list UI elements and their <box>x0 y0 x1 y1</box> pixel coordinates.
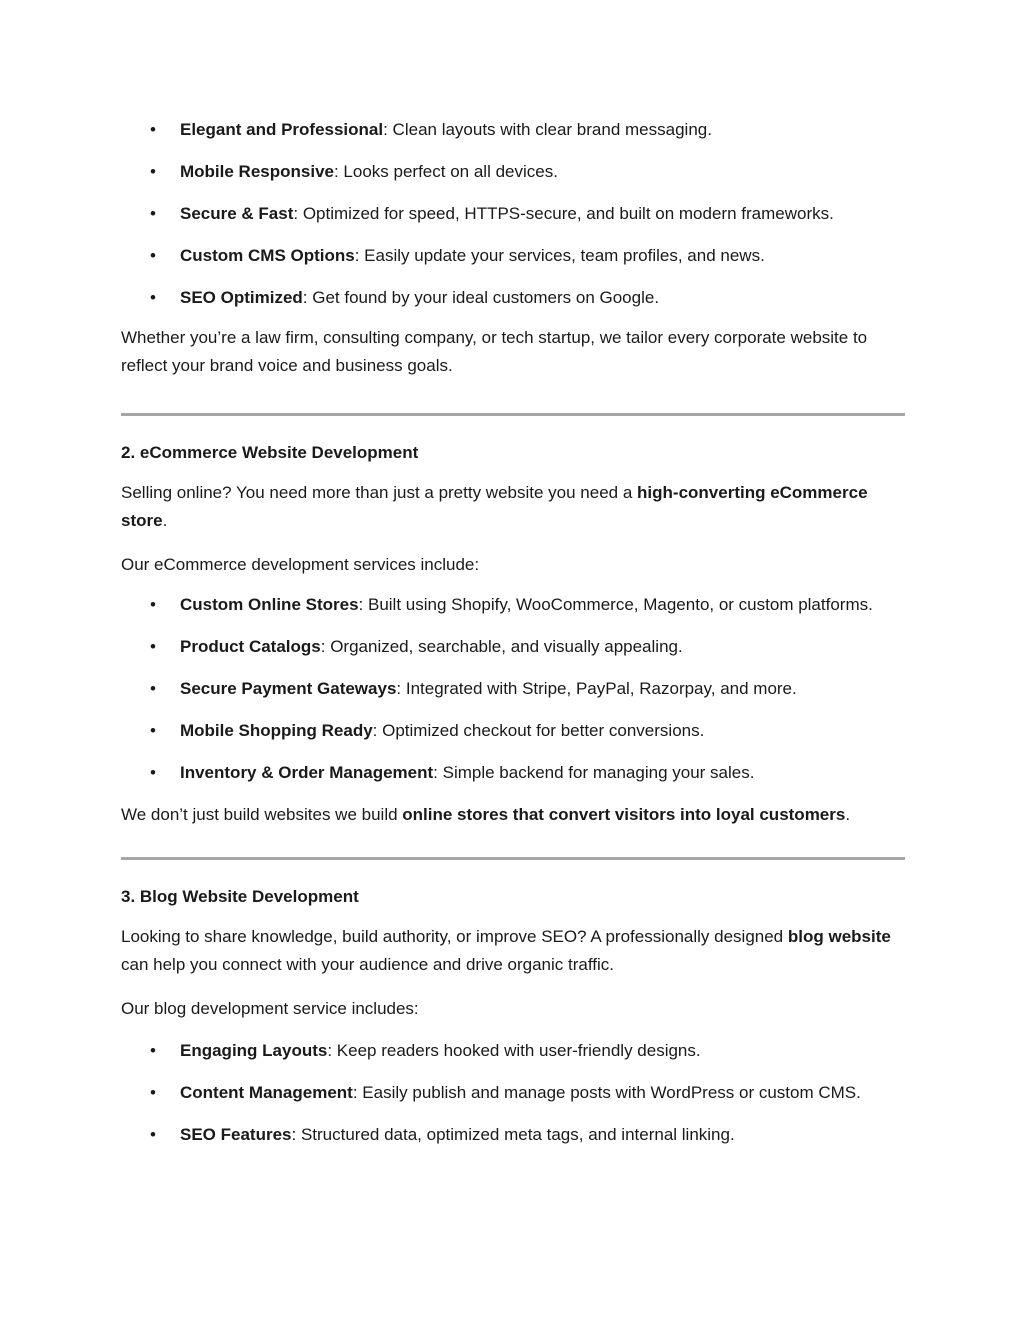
bullet-icon: • <box>150 1125 156 1144</box>
bullet-icon: • <box>150 595 156 614</box>
ecommerce-closing-paragraph <box>121 801 905 829</box>
intro-text: Selling online? You need more than just a pretty website you need a <box>121 483 638 502</box>
ecommerce-services-list <box>121 591 905 787</box>
item-title: Elegant and Professional <box>180 120 384 139</box>
item-title: Engaging Layouts <box>180 1041 328 1060</box>
closing-text: We don’t just build websites we build <box>121 805 403 824</box>
list-item <box>121 158 905 186</box>
bullet-icon: • <box>150 120 156 139</box>
item-title: Custom CMS Options <box>180 246 355 265</box>
list-intro-paragraph: Our eCommerce development services include: <box>121 555 480 574</box>
list-item <box>121 759 905 787</box>
item-text: : Clean layouts with clear brand messaging. <box>383 120 712 139</box>
bullet-icon: • <box>150 721 156 740</box>
bullet-icon: • <box>150 1083 156 1102</box>
intro-text-end: . <box>162 511 168 530</box>
item-title: Mobile Shopping Ready <box>180 721 373 740</box>
bullet-icon: • <box>150 288 156 307</box>
list-item <box>121 1037 905 1065</box>
item-text: : Integrated with Stripe, PayPal, Razorpay, and more. <box>396 679 797 698</box>
item-text: : Looks perfect on all devices. <box>333 162 558 181</box>
item-title: Mobile Responsive <box>180 162 334 181</box>
section-intro-paragraph <box>121 479 905 535</box>
section-intro-paragraph <box>121 923 905 979</box>
section-divider <box>121 857 905 860</box>
bullet-icon: • <box>150 204 156 223</box>
item-title: Custom Online Stores <box>180 595 359 614</box>
intro-text: Looking to share knowledge, build authority, or improve SEO? A professionally designed <box>121 927 788 946</box>
list-item <box>121 200 905 228</box>
list-item <box>121 116 905 144</box>
list-item <box>121 1121 905 1149</box>
bullet-icon: • <box>150 763 156 782</box>
item-title: SEO Features <box>180 1125 292 1144</box>
blog-services-list <box>121 1037 905 1149</box>
bullet-icon: • <box>150 1041 156 1060</box>
list-item <box>121 1079 905 1107</box>
section-heading: 3. Blog Website Development <box>121 887 359 906</box>
item-text: : Easily publish and manage posts with WordPress or custom CMS. <box>352 1083 861 1102</box>
list-item <box>121 284 905 312</box>
item-title: Inventory & Order Management <box>180 763 434 782</box>
item-title: Secure Payment Gateways <box>180 679 397 698</box>
page-content <box>121 116 905 1149</box>
item-text: : Get found by your ideal customers on Google. <box>302 288 660 307</box>
list-item <box>121 675 905 703</box>
bullet-icon: • <box>150 246 156 265</box>
intro-text-end: can help you connect with your audience and drive organic traffic. <box>121 955 614 974</box>
bullet-icon: • <box>150 637 156 656</box>
item-title: SEO Optimized <box>180 288 303 307</box>
item-text: : Keep readers hooked with user-friendly designs. <box>327 1041 701 1060</box>
closing-text-end: . <box>845 805 851 824</box>
intro-emphasis: blog website <box>787 927 891 946</box>
intro-emphasis: high-converting eCommerce store <box>121 483 868 530</box>
item-title: Product Catalogs <box>180 637 321 656</box>
list-item <box>121 242 905 270</box>
item-text: : Organized, searchable, and visually appealing. <box>320 637 683 656</box>
item-title: Secure & Fast <box>180 204 294 223</box>
list-item <box>121 717 905 745</box>
corporate-closing-paragraph: Whether you’re a law firm, consulting company, or tech startup, we tailor every corporate website to reflect your brand voice and business goals. <box>121 328 868 375</box>
item-text: : Optimized for speed, HTTPS-secure, and built on modern frameworks. <box>293 204 834 223</box>
list-item <box>121 591 905 619</box>
bullet-icon: • <box>150 162 156 181</box>
list-item <box>121 633 905 661</box>
bullet-icon: • <box>150 679 156 698</box>
section-heading: 2. eCommerce Website Development <box>121 443 419 462</box>
item-text: : Optimized checkout for better conversions. <box>372 721 705 740</box>
item-title: Content Management <box>180 1083 353 1102</box>
item-text: : Structured data, optimized meta tags, and internal linking. <box>291 1125 735 1144</box>
closing-emphasis: online stores that convert visitors into loyal customers <box>402 805 846 824</box>
section-divider <box>121 413 905 416</box>
item-text: : Built using Shopify, WooCommerce, Magento, or custom platforms. <box>358 595 873 614</box>
corporate-features-list <box>121 116 905 312</box>
item-text: : Easily update your services, team profiles, and news. <box>354 246 765 265</box>
list-intro-paragraph: Our blog development service includes: <box>121 999 419 1018</box>
item-text: : Simple backend for managing your sales. <box>433 763 755 782</box>
